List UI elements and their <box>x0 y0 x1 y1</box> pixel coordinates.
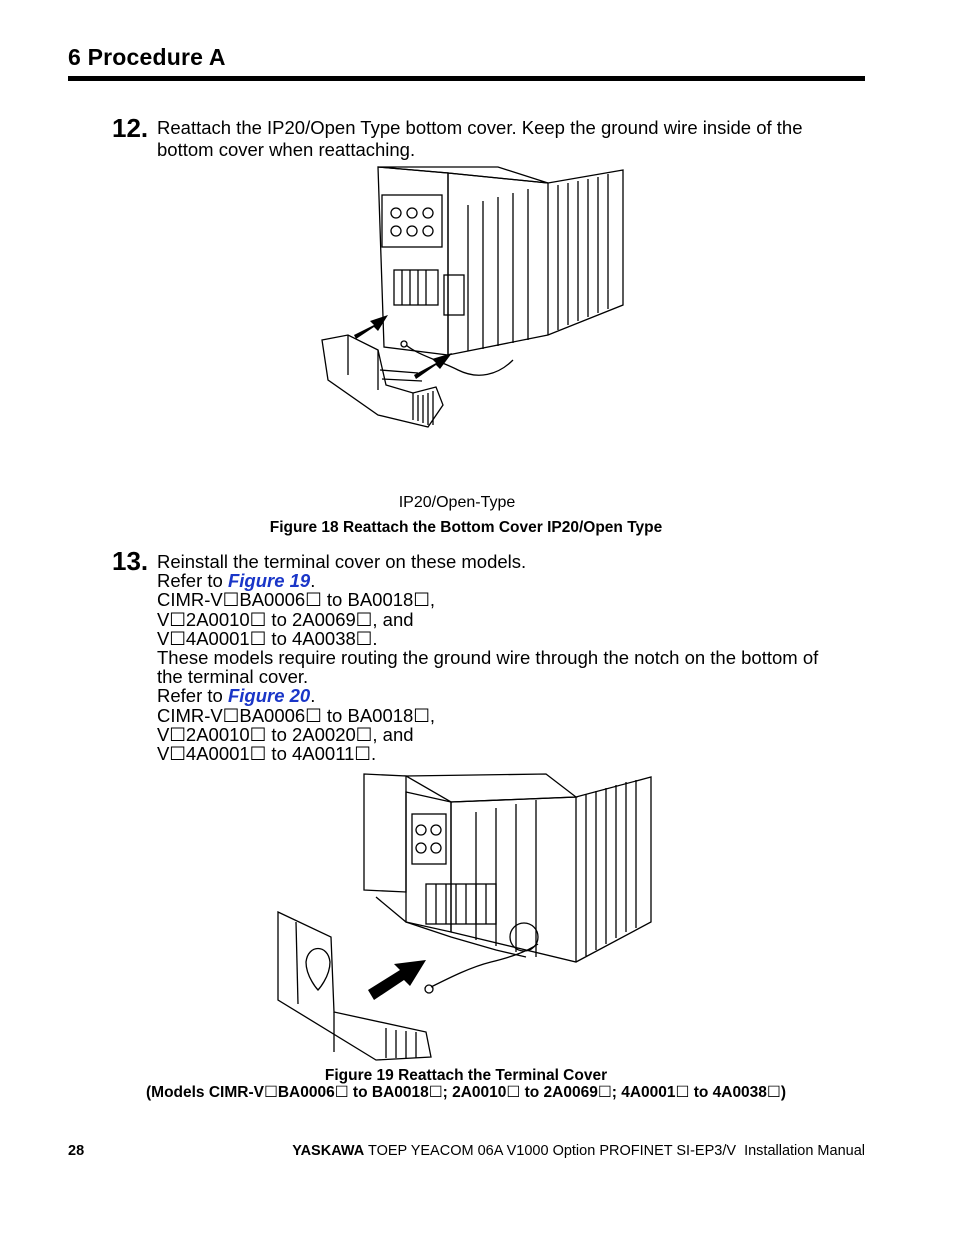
figure-18-illustration <box>318 165 630 435</box>
step-13-number: 13. <box>112 546 149 576</box>
page-number: 28 <box>68 1143 85 1159</box>
models-1-line-1: CIMR-V☐BA0006☐ to BA0018☐, <box>157 589 436 611</box>
bottom-cover <box>322 335 443 427</box>
models-2-line-2: V☐2A0010☐ to 2A0020☐, and <box>157 723 414 745</box>
header-rule <box>68 76 865 81</box>
step-13-intro: Reinstall the terminal cover on these models. <box>157 551 527 572</box>
figure-20-link[interactable]: Figure 20 <box>227 685 311 707</box>
footer-title <box>292 1143 865 1159</box>
step-12-line-1: Reattach the IP20/Open Type bottom cover. Keep the ground wire inside of the <box>157 117 803 138</box>
figure-19-caption-line-2: (Models CIMR-V☐BA0006☐ to BA0018☐; 2A0010☐ to 2A0069☐; 4A0001☐ to 4A0038☐) <box>146 1084 786 1101</box>
figure-18-sublabel: IP20/Open-Type <box>398 494 516 511</box>
insert-arrow-2 <box>414 353 452 379</box>
models-1-line-2: V☐2A0010☐ to 2A0069☐, and <box>157 608 414 630</box>
figure-19-caption-line-1: Figure 19 Reattach the Terminal Cover <box>324 1067 608 1084</box>
figure-19-link[interactable]: Figure 19 <box>227 570 311 592</box>
section-title: 6 Procedure A <box>68 44 226 70</box>
footer-manual-title: TOEP YEACOM 06A V1000 Option PROFINET SI-EP3/V Installation Manual <box>364 1143 865 1159</box>
refer-figure-20: Refer to Figure 20. <box>157 685 316 707</box>
step-12-number: 12. <box>112 113 149 143</box>
note-line-2: the terminal cover. <box>157 666 309 688</box>
insert-arrow <box>368 960 426 1000</box>
note-line-1: These models require routing the ground wire through the notch on the bottom of <box>157 647 819 669</box>
step-12-line-2: bottom cover when reattaching. <box>157 139 416 161</box>
step-12-text <box>157 118 803 159</box>
models-2-line-1: CIMR-V☐BA0006☐ to BA0018☐, <box>157 704 436 726</box>
models-2-line-3: V☐4A0001☐ to 4A0011☐. <box>157 743 377 765</box>
terminal-cover <box>278 912 431 1060</box>
figure-18-caption: Figure 18 Reattach the Bottom Cover IP20/Open Type <box>269 519 663 536</box>
figure-19-illustration <box>276 772 656 1062</box>
footer-brand: YASKAWA <box>292 1143 365 1159</box>
models-1-line-3: V☐4A0001☐ to 4A0038☐. <box>157 627 378 649</box>
refer-figure-19: Refer to Figure 19. <box>157 570 316 592</box>
drive-front-panel <box>406 792 451 932</box>
step-13-text <box>157 552 857 763</box>
